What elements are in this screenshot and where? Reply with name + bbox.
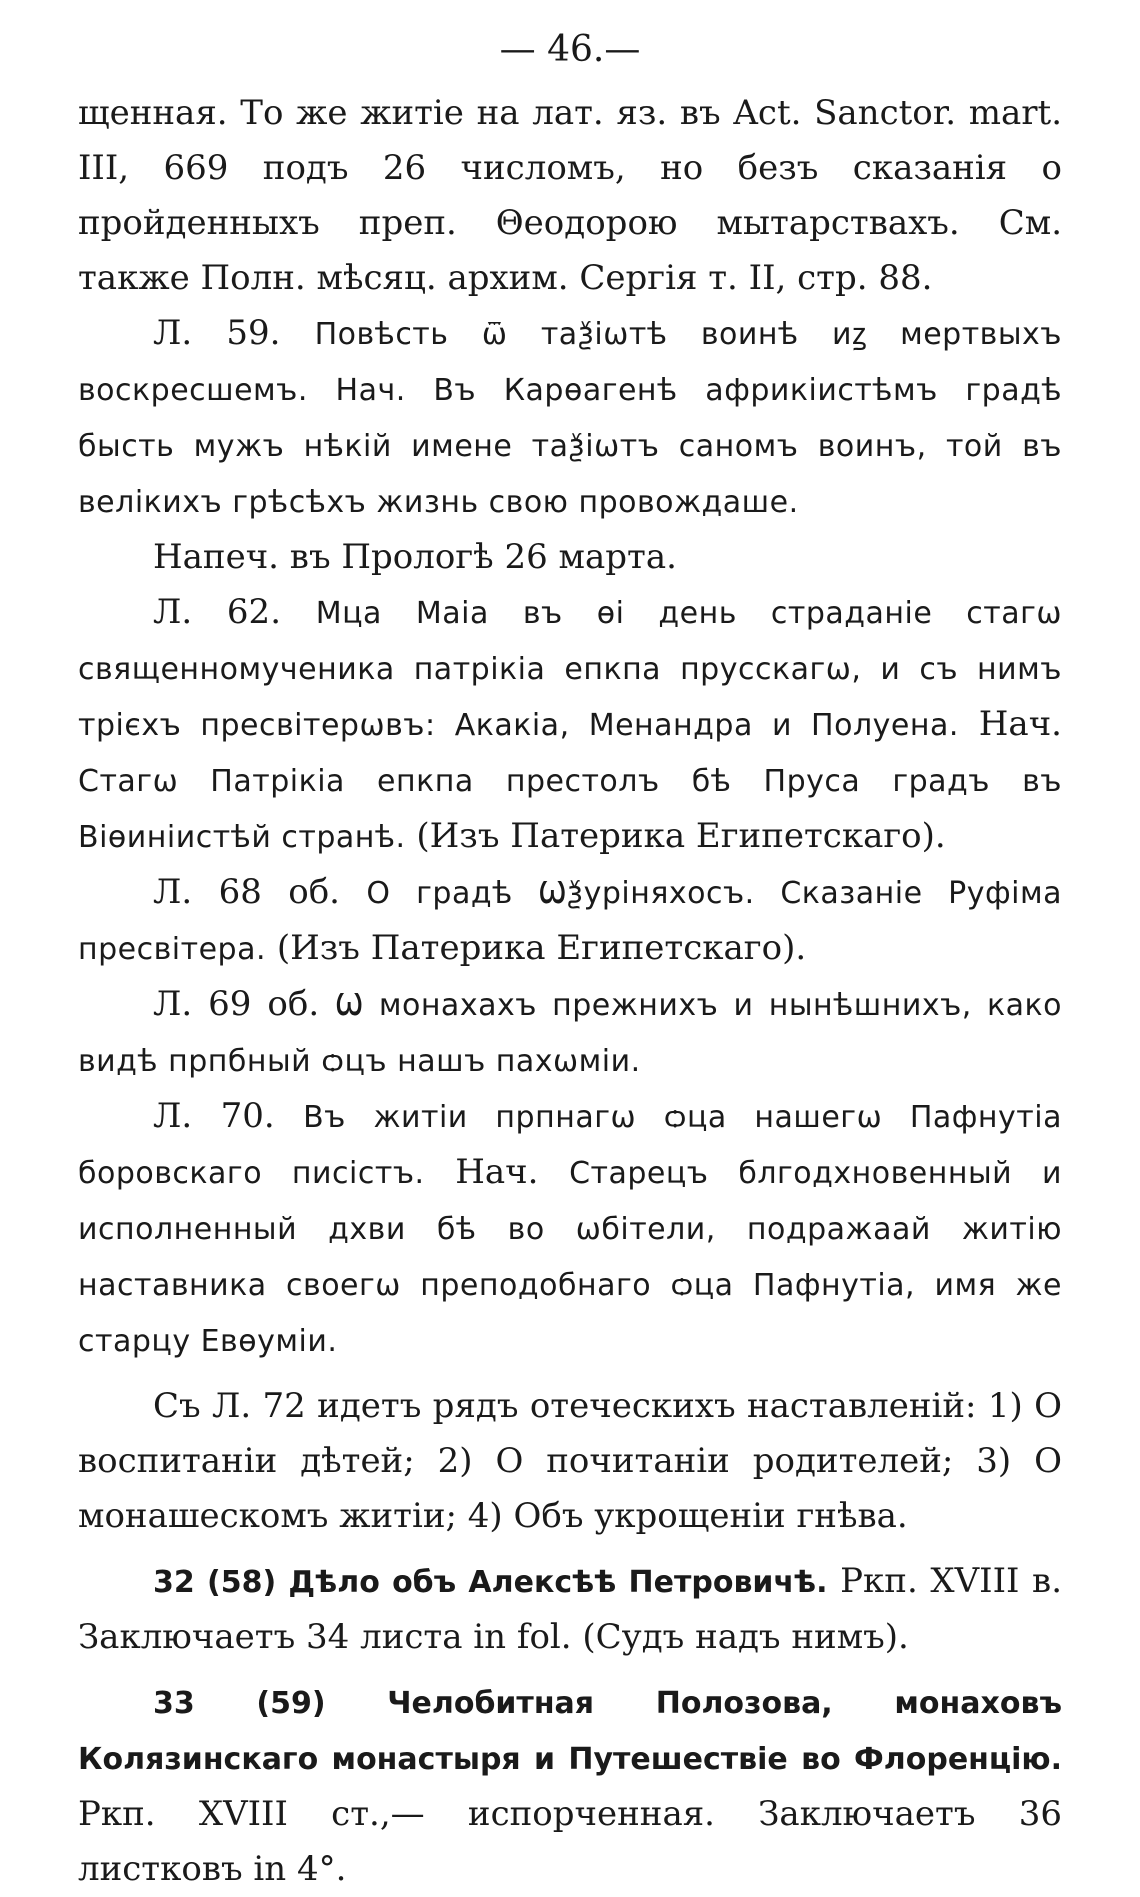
entry-32	[78, 1554, 1062, 1665]
entry-description: Ркп. XVIII ст.,— испорченная. Заключаетъ 36 листковъ in 4°.	[78, 1794, 1062, 1889]
slavonic-text: Повѣсть ѿ таѯіѡтѣ воинѣ иꙁ мертвыхъ воскресшемъ. Нач. Въ Карѳагенѣ африкіистѣмъ градѣ бысть мужъ нѣкій имене таѯіѡтъ саномъ воинъ, той въ велікихъ грѣсѣхъ жизнь свою провождаше.	[78, 317, 1062, 520]
incipit-label: Нач.	[978, 704, 1062, 744]
paragraph-leaf-70	[78, 1089, 1062, 1369]
paragraph-leaf-59	[78, 306, 1062, 530]
paragraph-continuation: щенная. То же житіе на лат. яз. въ Act. Sanctor. mart. III, 669 подъ 26 числомъ, но безъ сказанія о пройденныхъ преп. Θеодорою мытарствахъ. См. также Полн. мѣсяц. архим. Сергія т. II, стр. 88.	[78, 93, 1062, 298]
entry-description: Ркп. XVIII в. Заключаетъ 34 листа in fol. (Судъ надъ нимъ).	[78, 1561, 1062, 1657]
paragraph-leaf-62	[78, 585, 1062, 865]
source-note: (Изъ Патерика Египетскаго).	[276, 928, 807, 968]
entry-33	[78, 1675, 1062, 1897]
page-number: — 46.—	[499, 29, 641, 70]
paragraph-printed-note: Напеч. въ Прологѣ 26 марта.	[153, 537, 677, 577]
paragraph-leaf-69	[78, 977, 1062, 1089]
leaf-reference: Л. 59.	[153, 313, 281, 353]
entry-heading: 32 (58) Дѣло объ Алексѣѣ Петровичѣ.	[153, 1565, 828, 1600]
incipit-label: Нач.	[455, 1152, 539, 1192]
leaf-reference: Л. 62.	[153, 592, 281, 632]
leaf-reference: Л. 70.	[153, 1096, 275, 1136]
slavonic-text: Мца Маіа въ ѳі день страданіе стагѡ священномученика патрікіа епкпа прусскагѡ, и съ нимъ трієхъ пресвітерѡвъ: Акакіа, Менандра и Полуена.	[78, 596, 1062, 743]
entry-heading: 33 (59) Челобитная Полозова, монаховъ Колязинскаго монастыря и Путешествіе во Флоренцію.	[78, 1686, 1062, 1777]
leaf-reference: Л. 69 об.	[153, 984, 320, 1024]
source-note: (Изъ Патерика Египетскаго).	[416, 816, 946, 856]
slavonic-text: Ѡ монахахъ прежнихъ и нынѣшнихъ, како видѣ прпбный ѻцъ нашъ пахѡміи.	[78, 988, 1063, 1079]
paragraph-leaf-68	[78, 865, 1062, 977]
slavonic-text: Стагѡ Патрікіа епкпа престолъ бѣ Пруса градъ въ Віѳиніистѣй странѣ.	[78, 764, 1062, 855]
leaf-reference: Л. 68 об.	[153, 872, 340, 912]
slavonic-text: Старецъ блгодхновенный и исполненный дхви бѣ во ѡбітели, подражаай житію наставника своегѡ преподобнаго ѻца Пафнутіа, имя же старцу Евѳуміи.	[78, 1156, 1063, 1359]
paragraph-instructions: Съ Л. 72 идетъ рядъ отеческихъ наставленій: 1) О воспитаніи дѣтей; 2) О почитаніи родителей; 3) О монашескомъ житіи; 4) Объ укрощеніи гнѣва.	[78, 1386, 1062, 1536]
slavonic-text: Въ житіи прпнагѡ ѻца нашегѡ Пафнутіа боровскаго писістъ.	[78, 1100, 1062, 1191]
slavonic-text: О градѣ Ѡѯуріняхосъ. Сказаніе Руфіма пресвітера.	[78, 876, 1063, 967]
